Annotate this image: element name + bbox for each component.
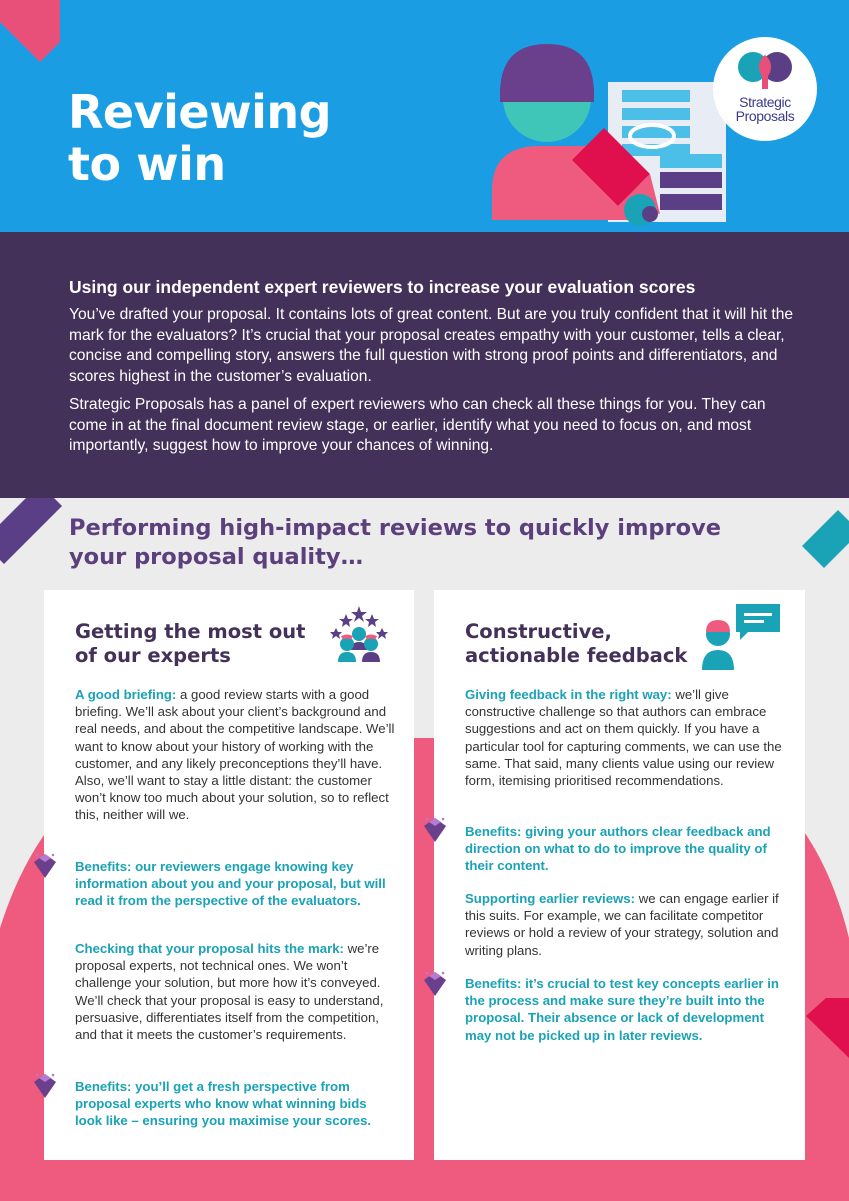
gem-icon: [422, 816, 448, 844]
earlier-reviews-benefit: Benefits: it’s crucial to test key concepts earlier in the process and make sure they’re built into the proposal. Their absence or lack of development may not be picked up in later reviews.: [465, 976, 779, 1043]
hits-mark-text: we’re proposal experts, not technical ones. We won’t challenge your solution, but more how it’s conveyed. We’ll check that your proposal is easy to understand, persuasive, differentiates itself from the competition, and that it meets the customer’s requirements.: [75, 941, 384, 1043]
earlier-reviews-text: we can engage earlier if this suits. For example, we can facilitate competitor reviews or hold a review of your strategy, solution and writing plans.: [465, 891, 779, 958]
page-title: [68, 86, 331, 190]
feedback-benefit: Benefits: giving your authors clear feedback and direction on what to do to improve the quality of their content.: [465, 824, 771, 874]
intro-paragraph-2: Strategic Proposals has a panel of expert reviewers who can check all these things for you. They can come in at the final document review stage, or earlier, identify what you need to focus on, and most importantly, suggest how to improve your chances of winning.: [69, 396, 766, 455]
card-experts-title: [75, 620, 305, 668]
intro-paragraph-1: You’ve drafted your proposal. It contains lots of great content. But are you truly confident that it will hit the mark for the evaluators? It’s crucial that your proposal creates empathy with your customer, tells a clear, concise and compelling story, answers the full question with strong proof points and differentiators, and scores highest in the customer’s evaluation.: [69, 306, 794, 385]
hero-banner: [0, 0, 849, 232]
hits-mark-lead: Checking that your proposal hits the mark:: [75, 941, 344, 956]
card-experts: [44, 590, 414, 1160]
team-stars-icon: [328, 604, 390, 662]
hits-mark-paragraph: [75, 940, 397, 1043]
strategic-proposals-logo: [713, 37, 817, 141]
card-feedback-title-line-1: Constructive,: [465, 620, 612, 643]
intro-section: [0, 232, 849, 498]
hits-mark-benefit: Benefits: you’ll get a fresh perspective from proposal experts who know what winning bids look like – ensuring you maximise your scores.: [75, 1079, 372, 1129]
earlier-reviews-lead: Supporting earlier reviews:: [465, 891, 636, 906]
logo-mark-icon: [735, 47, 795, 93]
card-feedback: [434, 590, 805, 1160]
gem-icon: [422, 970, 448, 998]
briefing-benefit: Benefits: our reviewers engage knowing key information about you and your proposal, but will read it from the perspective of the evaluators.: [75, 859, 386, 909]
card-feedback-title: [465, 620, 687, 668]
card-experts-title-line-2: of our experts: [75, 644, 231, 667]
briefing-text: a good review starts with a good briefing. We’ll ask about your client’s background and real needs, and about the competitive landscape. We’ll want to know about your history of working with the customer, and any likely preconceptions they’ll have. Also, we’ll want to stay a little distant: the customer won’t know too much about your solution, so to reflect this, neither will we.: [75, 687, 395, 823]
title-line-2: to win: [68, 137, 226, 191]
person-speech-bubble-icon: [696, 604, 782, 670]
intro-heading: Using our independent expert reviewers to increase your evaluation scores: [69, 277, 696, 297]
title-line-1: Reviewing: [68, 85, 332, 139]
briefing-paragraph: [75, 686, 397, 824]
logo-text-line-1: Strategic: [739, 94, 791, 110]
earlier-reviews-paragraph: [465, 890, 787, 959]
card-feedback-title-line-2: actionable feedback: [465, 644, 688, 667]
briefing-lead: A good briefing:: [75, 687, 177, 702]
section-title: [69, 514, 769, 572]
gem-icon: [32, 852, 58, 880]
section-title-line-1: Performing high-impact reviews to quickly improve: [69, 515, 722, 541]
feedback-lead: Giving feedback in the right way:: [465, 687, 672, 702]
gem-icon: [32, 1072, 58, 1100]
logo-text-line-2: Proposals: [735, 108, 795, 124]
card-experts-title-line-1: Getting the most out: [75, 620, 306, 643]
feedback-paragraph: [465, 686, 787, 789]
feedback-text: we’ll give constructive challenge so that authors can embrace suggestions and act on them quickly. If you have a particular tool for capturing comments, we can use the same. That said, many clients value using our review form, itemising prioritised recommendations.: [465, 687, 782, 789]
section-title-line-2: your proposal quality…: [69, 544, 364, 570]
